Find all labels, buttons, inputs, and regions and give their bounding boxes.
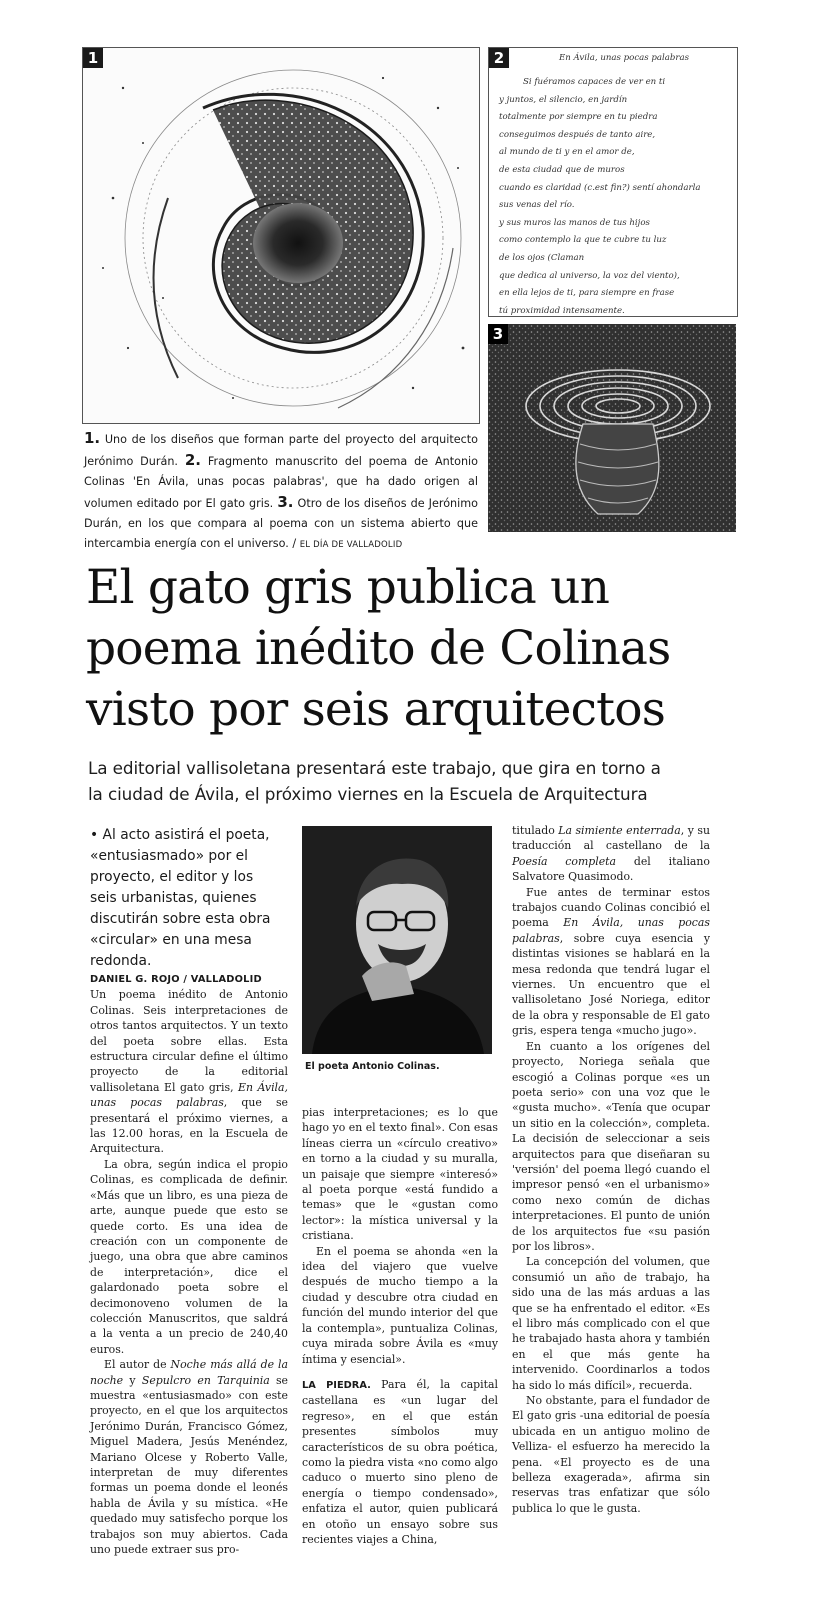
figure-2-manuscript [488,47,738,317]
manuscript-title: En Ávila, unas pocas palabras [559,53,690,63]
manuscript-line: Si fuéramos capaces de ver en ti [523,77,666,87]
article-paragraph: En el poema se ahonda «en la idea del viajero que vuelve después de mucho tiempo a la ciudad y descubre otra ciudad en función del mundo interior del que la contempla», puntualiza Colinas, cuya mirada sobre Ávila es «muy íntima y esencial». [302,1244,498,1366]
byline: DANIEL G. ROJO / VALLADOLID [90,974,262,985]
manuscript-line: cuando es claridad (c.est fin?) sentí ahondarla [499,182,701,193]
photo-caption: El poeta Antonio Colinas. [305,1061,440,1072]
lead-summary [90,825,276,972]
caption-number-1: 1. [84,429,101,447]
headline [86,557,786,740]
subheadline-line: La editorial vallisoletana presentará este trabajo, que gira en torno a [88,758,661,778]
concentric-drawing [488,324,736,532]
manuscript-line: en ella lejos de ti, para siempre en frase [499,288,675,299]
article-paragraph: LA PIEDRA. Para él, la capital castellana es «un lugar del regreso», en el que están presentes símbolos muy característicos de su obra poética, como la piedra vista «no como algo caduco o muerto sino pleno de energía o tiempo condensado», enfatiza el autor, quien publicará en otoño un ensayo sobre sus recientes viajes a China, [302,1377,498,1546]
lead-text: Al acto asistirá el poeta, «entusiasmado» por el proyecto, el editor y los seis urbanistas, quienes discutirán sobre esta obra «circular» en una mesa redonda. [90,827,271,969]
poet-photo [302,826,492,1054]
article-paragraph: Fue antes de terminar estos trabajos cuando Colinas concibió el poema En Ávila, unas pocas palabras, sobre cuya esencia y distintas visiones se hablará en la mesa redonda que tendrá lugar el viernes. Un encuentro que el vallisoletano José Noriega, editor de la obra y responsable de El gato gris, espera tenga «mucho jugo». [512,885,710,1038]
headline-line: El gato gris publica un [86,560,610,615]
caption-text-3: Otro de los diseños de Jerónimo Durán, en los que compara al poema con un sistema abierto que intercambia energía con el universo. / [84,497,478,550]
article-paragraph: Un poema inédito de Antonio Colinas. Seis interpretaciones de otros tantos arquitectos. Y un texto del poeta sobre ellas. Esta estructura circular define el último proyecto de la editorial vallisoletana El gato gris, En Ávila, unas pocas palabras, que se presentará el próximo viernes, a las 12.00 horas, en la Escuela de Arquitectura. [90,988,288,1156]
figure-3-concentric-design [488,324,736,532]
spiral-drawing [83,48,479,423]
manuscript-line: y sus muros las manos de tus hijos [499,217,650,228]
manuscript-line: conseguimos después de tanto aire, [499,129,656,140]
caption-number-3: 3. [277,493,294,511]
figure-caption [84,428,478,555]
article-paragraph: En cuanto a los orígenes del proyecto, Noriega señala que escogió a Colinas porque «es un poeta serio» con una voz que le «gusta mucho». «Tenía que ocupar un sitio en la colección», completa. La decisión de seleccionar a seis arquitectos para que diseñaran su 'versión' del poema llegó cuando el impresor pensó «en el urbanismo» como nexo común de dichas interpretaciones. El punto de unión de los arquitectos fue «su pasión por los libros». [512,1039,710,1253]
photo-credit: EL DÍA DE VALLADOLID [299,540,403,550]
article-paragraph: El autor de Noche más allá de la noche y Sepulcro en Tarquinia se muestra «entusiasmado» con este proyecto, en el que los arquitectos Jerónimo Durán, Francisco Gómez, Miguel Madera, Jesús Menéndez, Mariano Olcese y Roberto Valle, interpretan de muy diferentes formas un poema donde el leonés habla de Ávila y su mística. «He quedado muy satisfecho porque los trabajos son muy abiertos. Cada uno puede extraer sus pro- [90,1358,288,1557]
manuscript-line: que dedica al universo, la voz del viento), [499,270,680,281]
subheadline-line: la ciudad de Ávila, el próximo viernes en la Escuela de Arquitectura [88,784,648,804]
manuscript-line: tú proximidad intensamente. [499,305,625,316]
caption-text-1: Uno de los diseños que forman parte del proyecto del arquitecto Jerónimo Durán. [84,433,478,468]
article-column-3 [512,823,710,1516]
bullet-icon: • [90,827,99,843]
article-paragraph: titulado La simiente enterrada, y su traducción al castellano de la Poesía completa del italiano Salvatore Quasimodo. [512,824,710,884]
article-column-2 [302,1105,498,1547]
caption-number-2: 2. [184,451,201,469]
manuscript-line: de los ojos (Claman [499,252,585,263]
manuscript-line: como contemplo la que te cubre tu luz [499,235,667,246]
article-paragraph: La obra, según indica el propio Colinas, es complicada de definir. «Más que un libro, es una pieza de arte, aunque puede que esto se quede corto. Es una idea de creación con un componente de juego, una obra que abre caminos de interpretación», dice el galardonado poeta sobre el decimonoveno volumen de la colección Manuscritos, que saldrá a la venta a un precio de 240,40 euros. [90,1157,288,1356]
figure-number-badge: 3 [488,324,508,344]
manuscript-line: sus venas del río. [499,200,575,211]
headline-line: poema inédito de Colinas [86,621,671,676]
article-paragraph: pias interpretaciones; es lo que hago yo en el texto final». Con esas líneas cierra un «círculo creativo» en torno a la ciudad y su muralla, un paisaje que siempre «interesó» al poeta porque «está fundido a temas» que le «gustan como lector»: la mística universal y la cristiana. [302,1106,498,1243]
manuscript-line: de esta ciudad que de muros [499,164,625,175]
article-column-1 [90,972,288,1557]
article-paragraph: La concepción del volumen, que consumió un año de trabajo, ha sido una de las más arduas a las que se ha enfrentado el editor. «Es el libro más complicado con el que he trabajado hasta ahora y también en el que más gente ha intervenido. Coordinarlos a todos ha sido lo más difícil», recuerda. [512,1255,710,1392]
manuscript-line: y juntos, el silencio, en jardín [499,94,628,105]
subheadline [88,755,788,807]
manuscript-line: al mundo de ti y en el amor de, [499,147,635,158]
caption-text-2: Fragmento manuscrito del poema de Antonio Colinas 'En Ávila, unas pocas palabras', que ha dado origen al volumen editado por El gato gris. [84,455,478,510]
article-paragraph: No obstante, para el fundador de El gato gris -una editorial de poesía ubicada en un antiguo molino de Velliza- el esfuerzo ha merecido la pena. «El proyecto es de una belleza exagerada», afirma sin reservas tras enfatizar que sólo publica lo que le gusta. [512,1394,710,1515]
manuscript-body [499,74,731,317]
figure-number-badge: 1 [83,48,103,68]
portrait-image [302,826,492,1054]
figure-number-badge: 2 [489,48,509,68]
figure-1-spiral-design [82,47,480,424]
manuscript-line: totalmente por siempre en tu piedra [499,112,658,123]
headline-line: visto por seis arquitectos [86,682,666,737]
section-heading: LA PIEDRA. [302,1379,371,1391]
